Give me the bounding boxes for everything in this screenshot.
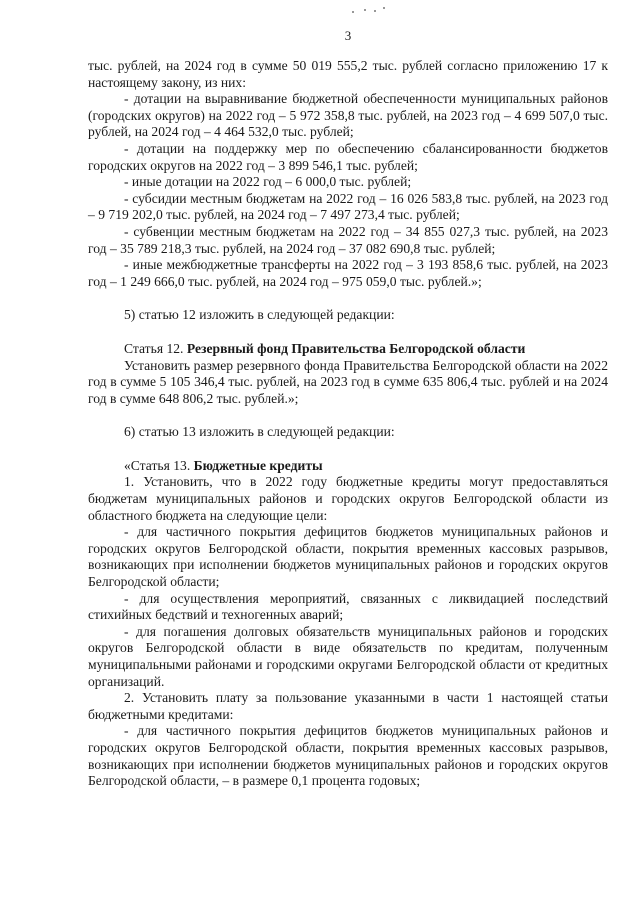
list-item: - субсидии местным бюджетам на 2022 год – 16 026 583,8 тыс. рублей, на 2023 год – 9 719 202,0 тыс. рублей, на 2024 год – 7 497 273,4 тыс. рублей; — [88, 190, 608, 223]
article-13-prefix: «Статья 13. — [124, 457, 194, 473]
list-item: - иные межбюджетные трансферты на 2022 год – 3 193 858,6 тыс. рублей, на 2023 год – 1 249 666,0 тыс. рублей, на 2024 год – 975 059,0 тыс. рублей.»; — [88, 257, 608, 289]
scan-marks — [350, 6, 390, 16]
paragraph: 5) статью 12 изложить в следующей редакции: — [124, 307, 395, 323]
article-12-heading — [88, 341, 608, 358]
document-body — [88, 58, 608, 790]
paragraph: 2. Установить плату за пользование указанными в части 1 настоящей статьи бюджетными кредитами: — [88, 690, 608, 722]
list-item: - дотации на выравнивание бюджетной обеспеченности муниципальных районов (городских округов) на 2022 год – 5 972 358,8 тыс. рублей, на 2023 год – 4 699 507,0 тыс. рублей, на 2024 год – 4 464 532,0 тыс. рублей; — [88, 91, 608, 140]
list-item: - иные дотации на 2022 год – 6 000,0 тыс. рублей; — [124, 174, 412, 190]
list-item: - дотации на поддержку мер по обеспечению сбалансированности бюджетов городских округов на 2022 год – 3 899 546,1 тыс. рублей; — [88, 140, 608, 173]
paragraph: 1. Установить, что в 2022 году бюджетные кредиты могут предоставляться бюджетам муниципальных районов и городских округов Белгородской области из областного бюджета на следующие цели: — [88, 474, 608, 523]
list-item: - для погашения долговых обязательств муниципальных районов и городских округов Белгородской области в виде обязательств по кредитам, полученным муниципальными районами и городскими округами Белгородской области от кредитных организаций. — [88, 623, 608, 689]
page-number: 3 — [344, 28, 352, 43]
list-item: - для частичного покрытия дефицитов бюджетов муниципальных районов и городских округов Белгородской области, покрытия временных кассовых разрывов, возникающих при исполнении бюджетов муниципальных районов и городских округов Белгородской области; — [88, 524, 608, 590]
document-page — [88, 0, 608, 905]
article-13-title: Бюджетные кредиты — [193, 457, 323, 473]
paragraph: 6) статью 13 изложить в следующей редакции: — [124, 424, 395, 440]
article-12-title: Резервный фонд Правительства Белгородской области — [186, 340, 526, 356]
article-12-prefix: Статья 12. — [124, 340, 187, 356]
paragraph: Установить размер резервного фонда Правительства Белгородской области на 2022 год в сумме 5 105 346,4 тыс. рублей, на 2023 год в сумме 635 806,4 тыс. рублей и на 2024 год в сумме 648 806,2 тыс. рублей.»; — [88, 357, 608, 406]
list-item: - субвенции местным бюджетам на 2022 год – 34 855 027,3 тыс. рублей, на 2023 год – 35 789 218,3 тыс. рублей, на 2024 год – 37 082 690,8 тыс. рублей; — [88, 223, 608, 256]
paragraph: тыс. рублей, на 2024 год в сумме 50 019 555,2 тыс. рублей согласно приложению 17 к настоящему закону, из них: — [88, 58, 608, 90]
list-item: - для частичного покрытия дефицитов бюджетов муниципальных районов и городских округов Белгородской области, покрытия временных кассовых разрывов, возникающих при исполнении бюджетов муниципальных районов и городских округов Белгородской области, – в размере 0,1 процента годовых; — [88, 723, 608, 789]
list-item: - для осуществления мероприятий, связанных с ликвидацией последствий стихийных бедствий и техногенных аварий; — [88, 590, 608, 623]
article-13-heading — [88, 458, 608, 475]
